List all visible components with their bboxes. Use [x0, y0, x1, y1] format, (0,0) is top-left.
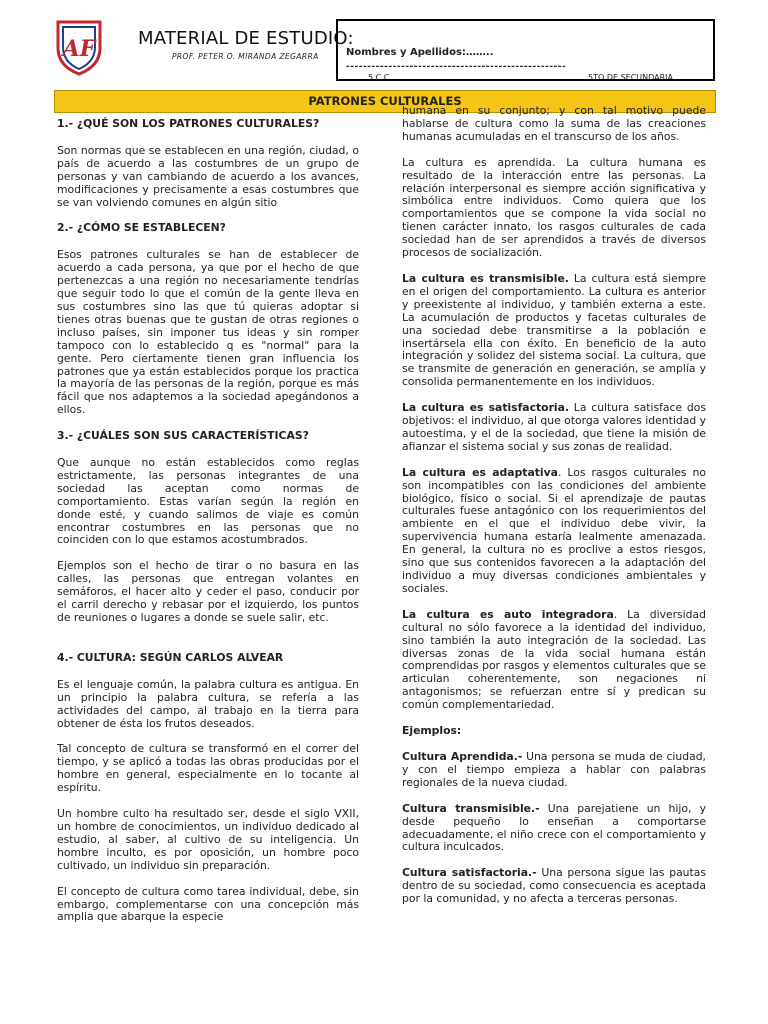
section-label: 5 C.C.	[368, 73, 392, 81]
paragraph: La cultura es adaptativa. Los rasgos culturales no son incompatibles con las condiciones del ambiente biológico, físico o social. Si el aprendizaje de pautas culturales fuese antagónico con los requerimientos del ambiente en el que el individuo debe vivir, la supervivencia humana estaría lealmente amenazada. En general, la cultura no es proclive a estos riesgos, sino que sus contenidos favorecen a la adaptación del individuo a muy diversas condiciones ambientales y sociales.	[402, 465, 706, 595]
examples-heading: Ejemplos:	[402, 724, 462, 738]
student-name-box	[336, 19, 715, 81]
right-column	[402, 105, 706, 906]
heading-3: 3.- ¿CUÁLES SON SUS CARACTERÍSTICAS?	[57, 429, 309, 443]
section-banner: PATRONES CULTURALES	[54, 90, 716, 113]
left-column	[57, 118, 359, 924]
bold-lead: Cultura Aprendida.-	[402, 749, 523, 763]
svg-text:AF: AF	[62, 36, 96, 62]
paragraph: Cultura Aprendida.- Una persona se muda de ciudad, y con el tiempo empieza a hablar con palabras regionales de la nueva ciudad.	[402, 749, 706, 789]
paragraph: La cultura es auto integradora. La diversidad cultural no sólo favorece a la identidad del individuo, sino también la auto integración de la sociedad. Las diversas zonas de la vida social humana están comprendidas por rasgos y elementos culturales que se articulan coherentemente, son negaciones ni antagonismos; se refuerzan entre sí y predican su común complementariedad.	[402, 607, 707, 712]
school-logo	[54, 18, 104, 76]
grade-label: 5TO DE SECUNDARIA	[588, 73, 674, 81]
paragraph: La cultura es satisfactoria. La cultura satisface dos objetivos: el individuo, al que otorga valores identidad y autoestima, y el de la sociedad, que tiene la misión de afianzar el sistema social y sus zonas de realidad.	[402, 401, 706, 453]
bold-lead: La cultura es auto integradora	[402, 607, 614, 621]
paragraph: El concepto de cultura como tarea individual, debe, sin embargo, complementarse con una concepción más amplia que abarque la especie	[57, 884, 359, 924]
name-line: ----------------------------------------------------	[346, 62, 567, 72]
paragraph: Cultura satisfactoria.- Una persona sigue las pautas dentro de su sociedad, como consecuencia es aceptada por la comunidad, y no afecta a terceras personas.	[402, 866, 707, 906]
bold-lead: La cultura es satisfactoria.	[402, 401, 569, 415]
document-title: MATERIAL DE ESTUDIO:	[138, 28, 354, 49]
paragraph: Cultura transmisible.- Una parejatiene un hijo, y desde pequeño lo enseñan a comportarse adecuadamente, el niño crece con el comportamiento y cultura inculcados.	[402, 801, 706, 854]
bold-lead: La cultura es transmisible.	[402, 271, 569, 285]
paragraph: Esos patrones culturales se han de establecer de acuerdo a cada persona, ya que por el hecho de que pertenezcas a una región no necesariamente tendrías que seguir todo lo que el común de la gente lleva en sus costumbres sino las que tú quieras adoptar si tienes otras buenas que te gustan de otras regiones o incluso países, sin imponer tus ideas y sin romper tampoco con lo establecido q es "normal" para la gente. Pero ciertamente tienen gran influencia los patrones que ya están establecidos porque los practica la mayoría de las personas de la región, porque es más fácil que nos adaptemos a la sociedad apegándonos a ellos.	[57, 248, 359, 417]
paragraph: Tal concepto de cultura se transformó en el correr del tiempo, y se aplicó a todas las obras producidas por el hombre en general, especialmente en lo tocante al espíritu.	[57, 742, 359, 795]
heading-2: 2.- ¿CÓMO SE ESTABLECEN?	[57, 221, 226, 235]
paragraph: Un hombre culto ha resultado ser, desde el siglo VXII, un hombre de conocimientos, un individuo dedicado al estudio, al saber, al cultivo de su inteligencia. Un hombre inculto, es por oposición, un hombre poco cultivado, un individuo sin preparación.	[57, 807, 359, 872]
bold-lead: Cultura satisfactoria.-	[402, 866, 537, 880]
paragraph: La cultura es aprendida. La cultura humana es resultado de la interacción entre las personas. La relación interpersonal es siempre acción significativa y simbólica entre individuos. Como quiera que los comportamientos que se compone la vida social no tienen carácter innato, los rasgos culturales de cada sociedad han de ser aprendidos a través de diversos procesos de socialización.	[402, 155, 706, 260]
paragraph: Son normas que se establecen en una región, ciudad, o país de acuerdo a las costumbres de un grupo de personas y van cambiando de acuerdo a los avances, modificaciones y precisamente a esas costumbres que se van volviendo comunes en algún sitio	[57, 143, 359, 209]
paragraph: Ejemplos son el hecho de tirar o no basura en las calles, las personas que entregan volantes en semáforos, el hacer alto y ceder el paso, conducir por el carril derecho y rebasar por el izquierdo, los puntos de reuniones o lugares a donde se suele salir, etc.	[57, 559, 359, 624]
name-label: Nombres y Apellidos:……..	[346, 47, 494, 58]
paragraph: Es el lenguaje común, la palabra cultura es antigua. En un principio la palabra cultura, se refería a las actividades del campo, al trabajo en la tierra para obtener de ésta los frutos deseados.	[57, 677, 359, 730]
paragraph: La cultura es transmisible. La cultura está siempre en el origen del comportamiento. La cultura es anterior y preexistente al individuo, y también externa a este. La acumulación de productos y facetas culturales de una sociedad debe transmitirse a la población e insertársela ella con éxito. En beneficio de la auto integración y solidez del sistema social. La cultura, que se transmite de generación en generación, se amplía y consolida permanentemente en los individuos.	[402, 271, 706, 389]
bold-lead: Cultura transmisible.-	[402, 801, 540, 815]
bold-lead: La cultura es adaptativa	[402, 465, 558, 479]
heading-1: 1.- ¿QUÉ SON LOS PATRONES CULTURALES?	[57, 117, 320, 130]
teacher-name: PROF. PETER O. MIRANDA ZEGARRA	[172, 52, 319, 61]
heading-4: 4.- CULTURA: SEGÚN CARLOS ALVEAR	[57, 650, 284, 664]
paragraph: Que aunque no están establecidos como reglas estrictamente, las personas integrantes de una sociedad las aceptan como normas de comportamiento. Estas varían según la región en donde esté, y cuando salimos de viaje es común encontrar costumbres en las personas que no coinciden con lo que estamos acostumbrados.	[57, 456, 359, 547]
paragraph: humana en su conjunto; y con tal motivo puede hablarse de cultura como la suma de las creaciones humanas acumuladas en el transcurso de los años.	[402, 104, 706, 143]
